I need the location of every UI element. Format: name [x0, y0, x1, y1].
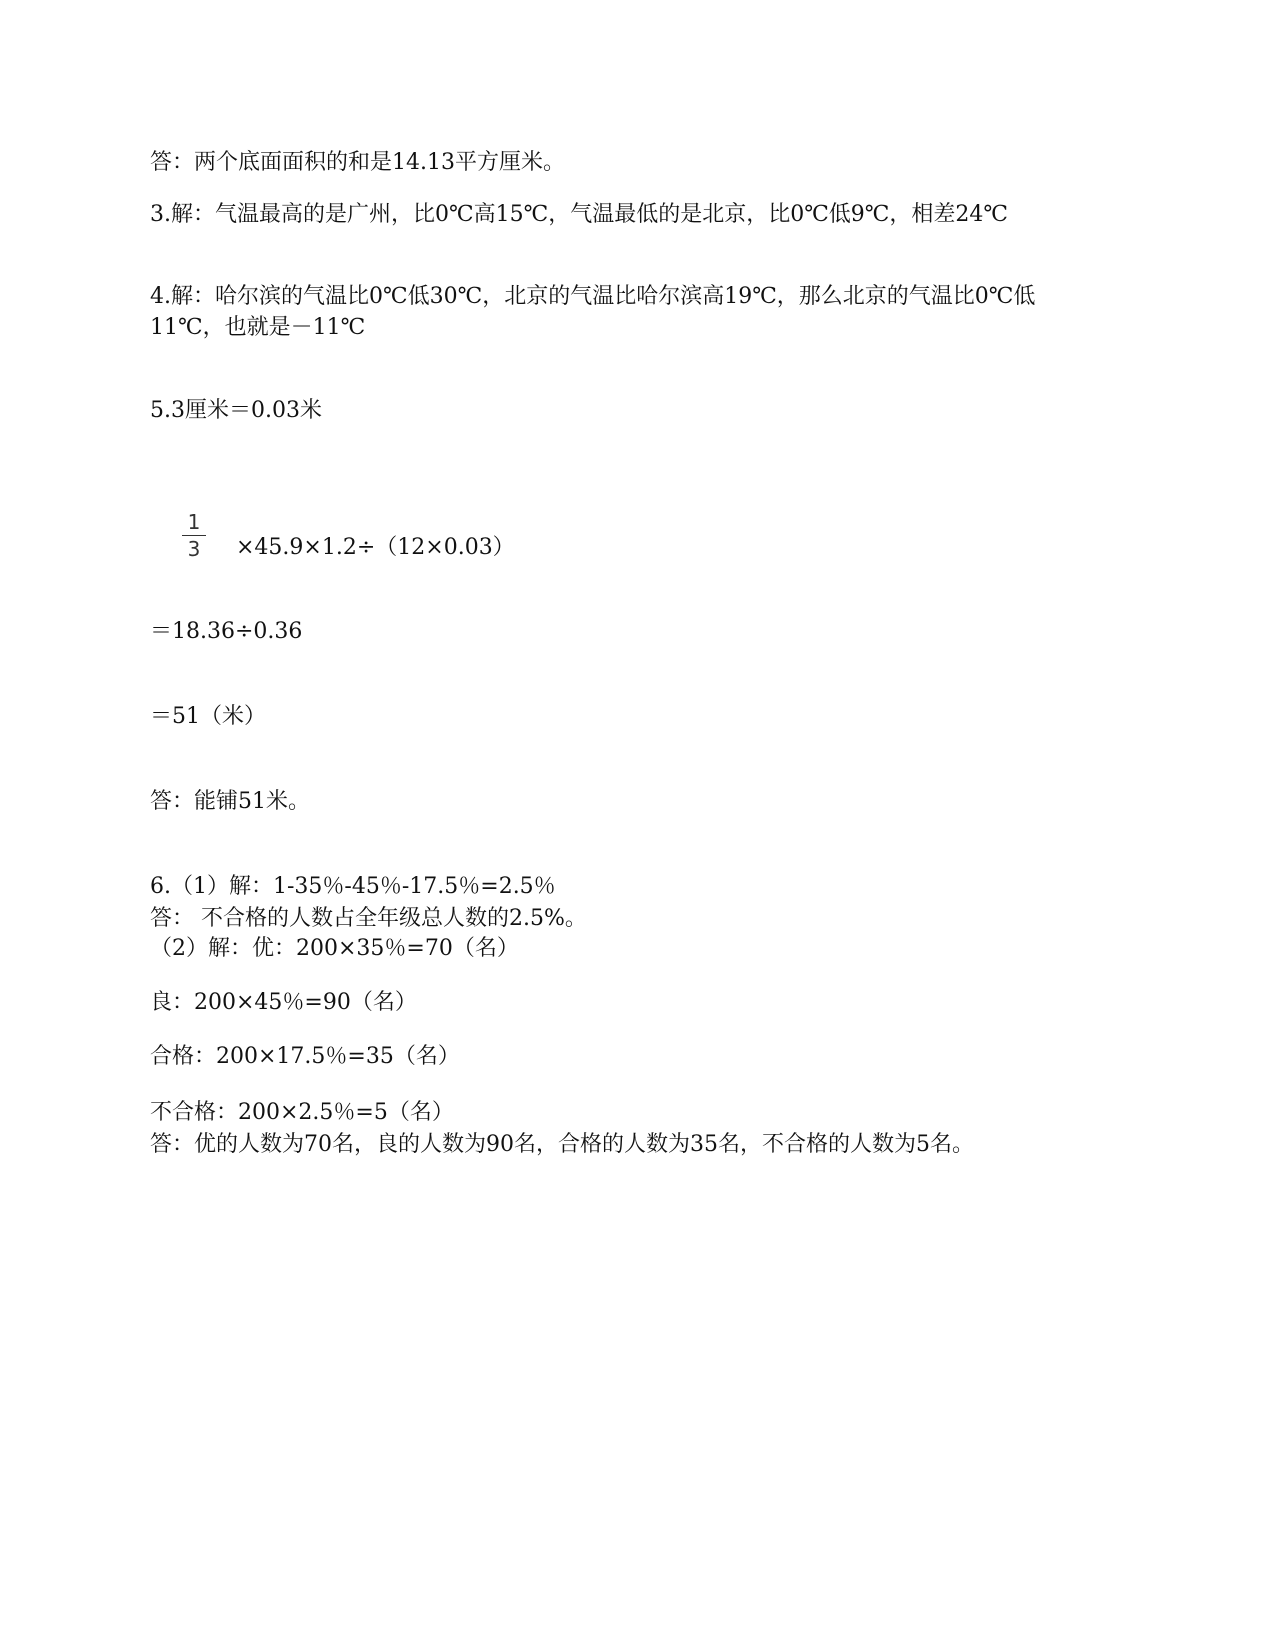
- answer-6-part-2: 答：优的人数为70名，良的人数为90名，合格的人数为35名，不合格的人数为5名。: [150, 1132, 974, 1157]
- fraction-denominator: 3: [187, 537, 201, 561]
- fraction-one-third: [182, 510, 206, 561]
- calc-good: 良：200×45％=90（名）: [150, 990, 417, 1015]
- solution-5-conversion: 5.3厘米＝0.03米: [150, 398, 322, 423]
- calc-fail: 不合格：200×2.5％=5（名）: [150, 1100, 454, 1125]
- solution-5-expression: ×45.9×1.2÷（12×0.03）: [236, 535, 515, 560]
- solution-6-part-2: （2）解：优：200×35％=70（名）: [150, 936, 519, 961]
- solution-4-line-1: 4.解：哈尔滨的气温比0℃低30℃，北京的气温比哈尔滨高19℃，那么北京的气温比0℃低: [150, 284, 1036, 309]
- calc-pass: 合格：200×17.5％=35（名）: [150, 1044, 460, 1069]
- answer-5-text: 答：能铺51米。: [150, 789, 310, 814]
- solution-4-line-2: 11℃，也就是－11℃: [150, 315, 366, 340]
- answer-2-text: 答：两个底面面积的和是14.13平方厘米。: [150, 150, 565, 175]
- fraction-bar: [182, 535, 206, 536]
- solution-5-step-1: ＝18.36÷0.36: [150, 619, 303, 644]
- answer-6-part-1: 答： 不合格的人数占全年级总人数的2.5%。: [150, 906, 587, 931]
- fraction-numerator: 1: [187, 510, 201, 534]
- solution-3-text: 3.解：气温最高的是广州，比0℃高15℃，气温最低的是北京，比0℃低9℃，相差24℃: [150, 202, 1009, 227]
- solution-6-part-1: 6.（1）解：1-35％-45％-17.5％=2.5％: [150, 874, 556, 899]
- solution-5-step-2: ＝51（米）: [150, 704, 266, 729]
